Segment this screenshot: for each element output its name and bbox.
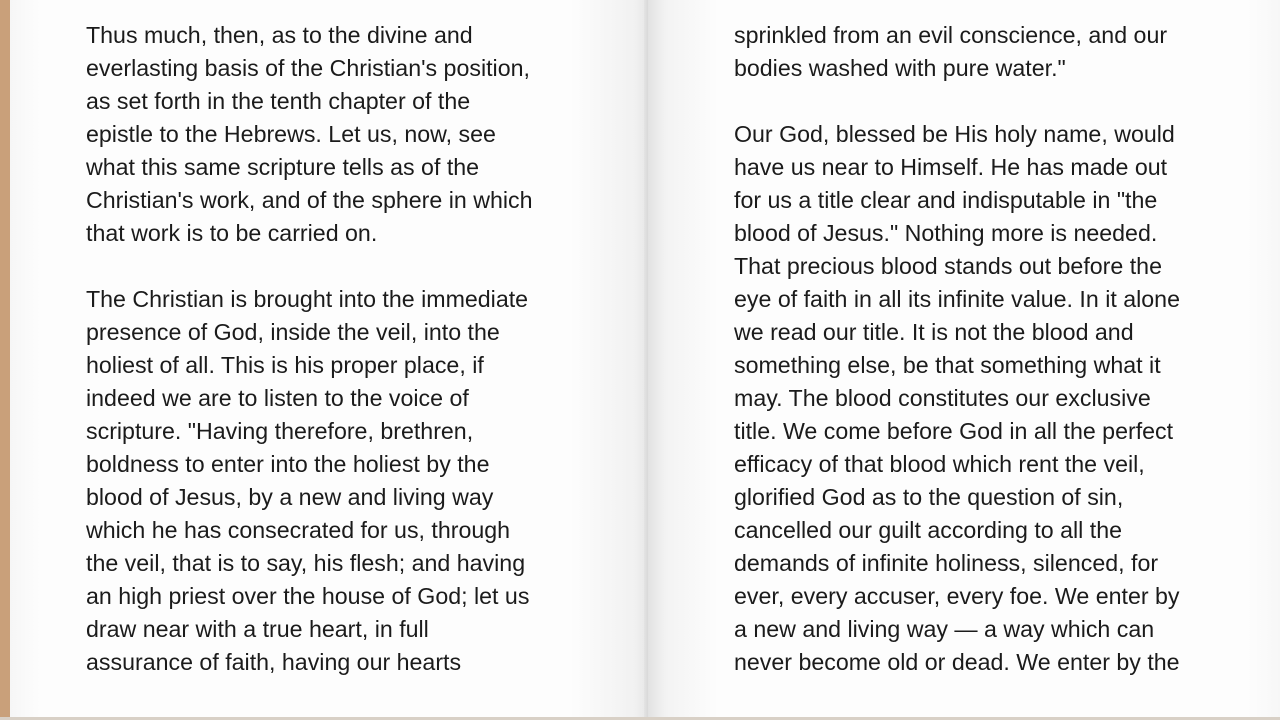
- text-line: holiest of all. This is his proper place, if: [86, 352, 484, 378]
- text-line: that work is to be carried on.: [86, 220, 378, 246]
- text-line: assurance of faith, having our hearts: [86, 649, 462, 675]
- text-line: may. The blood constitutes our exclusive: [734, 385, 1151, 411]
- text-line: bodies washed with pure water.": [734, 55, 1066, 81]
- text-line: which he has consecrated for us, through: [86, 517, 511, 543]
- book-reader: [10, 0, 1280, 720]
- text-line: title. We come before God in all the perfect: [734, 418, 1174, 444]
- text-line: never become old or dead. We enter by the: [734, 649, 1180, 675]
- text-line: scripture. "Having therefore, brethren,: [86, 418, 474, 444]
- paragraph-spacer: [734, 85, 1180, 118]
- text-line: the veil, that is to say, his flesh; and having: [86, 550, 526, 576]
- text-line: everlasting basis of the Christian's position,: [86, 55, 530, 81]
- text-line: Thus much, then, as to the divine and: [86, 22, 473, 48]
- text-line: draw near with a true heart, in full: [86, 616, 429, 642]
- text-line: glorified God as to the question of sin,: [734, 484, 1124, 510]
- text-line: efficacy of that blood which rent the veil,: [734, 451, 1145, 477]
- text-line: boldness to enter into the holiest by the: [86, 451, 490, 477]
- paragraph: [86, 19, 533, 250]
- paragraph: [86, 283, 533, 679]
- text-line: Christian's work, and of the sphere in which: [86, 187, 533, 213]
- text-line: ever, every accuser, every foe. We enter by: [734, 583, 1180, 609]
- text-line: Our God, blessed be His holy name, would: [734, 121, 1175, 147]
- paragraph: [734, 118, 1180, 679]
- paragraph: [734, 19, 1180, 85]
- right-page-text: [734, 19, 1180, 679]
- text-line: blood of Jesus, by a new and living way: [86, 484, 494, 510]
- text-line: something else, be that something what it: [734, 352, 1161, 378]
- text-line: The Christian is brought into the immediate: [86, 286, 529, 312]
- text-line: sprinkled from an evil conscience, and our: [734, 22, 1168, 48]
- text-line: cancelled our guilt according to all the: [734, 517, 1122, 543]
- text-line: have us near to Himself. He has made out: [734, 154, 1168, 180]
- right-page[interactable]: [648, 0, 1280, 720]
- left-page[interactable]: [10, 0, 648, 720]
- text-line: we read our title. It is not the blood and: [734, 319, 1134, 345]
- text-line: an high priest over the house of God; let us: [86, 583, 530, 609]
- text-line: indeed we are to listen to the voice of: [86, 385, 469, 411]
- text-line: as set forth in the tenth chapter of the: [86, 88, 471, 114]
- text-line: epistle to the Hebrews. Let us, now, see: [86, 121, 496, 147]
- text-line: demands of infinite holiness, silenced, for: [734, 550, 1159, 576]
- paragraph-spacer: [86, 250, 533, 283]
- text-line: That precious blood stands out before the: [734, 253, 1162, 279]
- text-line: for us a title clear and indisputable in "the: [734, 187, 1158, 213]
- text-line: what this same scripture tells as of the: [86, 154, 480, 180]
- text-line: eye of faith in all its infinite value. In it alone: [734, 286, 1180, 312]
- text-line: a new and living way — a way which can: [734, 616, 1155, 642]
- left-page-text: [86, 19, 533, 679]
- text-line: presence of God, inside the veil, into the: [86, 319, 500, 345]
- text-line: blood of Jesus." Nothing more is needed.: [734, 220, 1158, 246]
